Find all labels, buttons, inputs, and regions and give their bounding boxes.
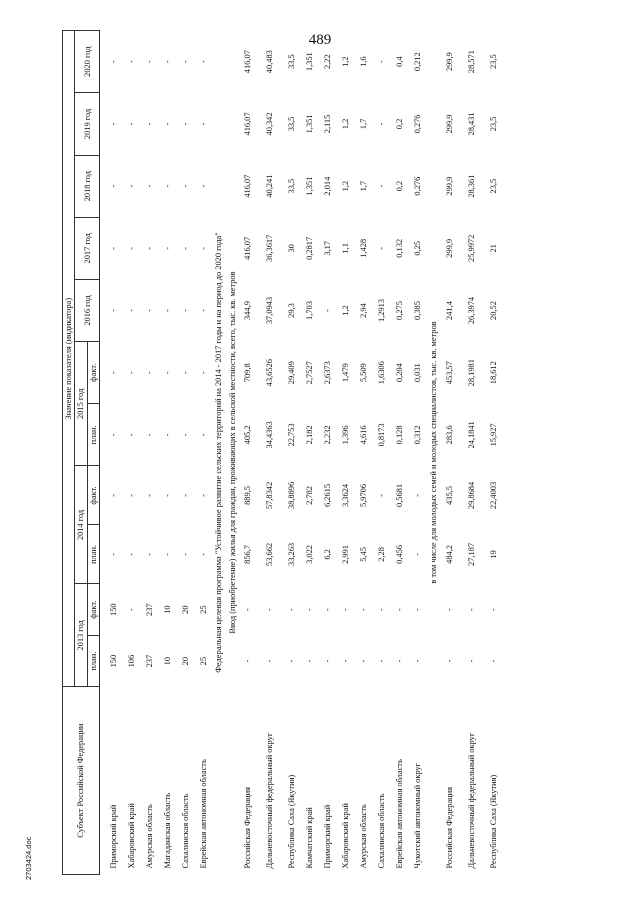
value-cell: - (377, 659, 387, 663)
value-cell: 33,5 (287, 116, 297, 132)
value-cell: 0,031 (413, 363, 423, 383)
value-cell: 0,275 (395, 301, 405, 320)
value-cell: 22,4003 (488, 481, 498, 510)
value-cell: 1,351 (305, 52, 315, 72)
value-cell: - (162, 184, 172, 188)
value-cell: 28,571 (466, 50, 476, 74)
header-year-2018: 2018 год (75, 155, 100, 217)
value-cell: - (180, 371, 190, 375)
value-cell: - (162, 433, 172, 437)
header-plan-2013: план. (87, 635, 99, 686)
value-cell: 299,9 (444, 114, 454, 134)
value-cell: - (108, 433, 118, 437)
value-cell: 30 (287, 244, 297, 253)
value-cell: 19 (488, 550, 498, 559)
value-cell: 0,2 (395, 118, 405, 130)
value-cell: 283,6 (444, 425, 454, 445)
value-cell: 0,456 (395, 545, 405, 564)
value-cell: 0,276 (413, 176, 423, 196)
table-row (158, 31, 176, 875)
region-name: Приморский край (108, 804, 118, 869)
value-cell: - (108, 371, 118, 375)
value-cell: 6,2615 (323, 483, 333, 507)
value-cell: - (162, 494, 172, 497)
value-cell: 38,8896 (287, 481, 297, 510)
value-cell: - (144, 246, 154, 250)
value-cell: 2,7527 (305, 361, 315, 385)
value-cell: 33,5 (287, 178, 297, 194)
region-name: Камчатский край (305, 807, 315, 869)
value-cell: - (126, 608, 136, 612)
value-cell: 416,07 (243, 236, 253, 260)
value-cell: 3,022 (305, 545, 315, 564)
value-cell: 25 (198, 605, 208, 614)
value-cell: - (341, 659, 351, 663)
value-cell: 15,927 (488, 423, 498, 447)
value-cell: 0,132 (395, 238, 405, 258)
value-cell: - (198, 309, 208, 312)
value-cell: - (144, 184, 154, 188)
value-cell: 26,3974 (466, 296, 476, 325)
value-cell: - (488, 659, 498, 663)
value-cell: - (377, 60, 387, 64)
value-cell: - (180, 122, 190, 126)
value-cell: - (144, 122, 154, 126)
region-name: Еврейская автономная область (198, 759, 208, 869)
value-cell: - (198, 184, 208, 188)
rotated-table-page (62, 30, 622, 875)
value-cell: 23,5 (488, 54, 498, 70)
value-cell: 4,616 (359, 425, 369, 445)
region-name: Сахалинская область (180, 793, 190, 869)
table-row (104, 31, 122, 875)
value-cell: - (180, 60, 190, 64)
value-cell: - (144, 60, 154, 64)
value-cell: 709,8 (243, 363, 253, 383)
table-row (409, 31, 427, 875)
header-plan-2015: план. (87, 404, 99, 466)
value-cell: 0,4 (395, 56, 405, 67)
value-cell: - (243, 608, 253, 612)
value-cell: 28,361 (466, 174, 476, 198)
value-cell: 484,2 (444, 545, 454, 564)
value-cell: - (180, 309, 190, 312)
header-year-2013: 2013 год (75, 584, 87, 687)
value-cell: 3,17 (323, 241, 333, 256)
table-row (239, 31, 257, 875)
value-cell: - (126, 246, 136, 250)
value-cell: - (359, 659, 369, 663)
header-year-2020: 2020 год (75, 31, 100, 93)
value-cell: 299,9 (444, 238, 454, 258)
header-subject: Субъект Российской Федерации (63, 687, 100, 875)
value-cell: - (323, 309, 333, 312)
value-cell: - (162, 122, 172, 126)
value-cell: 20,52 (488, 301, 498, 320)
value-cell: - (126, 122, 136, 126)
section-young-title: в том числе для молодых семей и молодых специалистов, тыс. кв. метров (429, 321, 439, 584)
value-cell: 0,8173 (377, 423, 387, 447)
value-cell: 2,991 (341, 545, 351, 564)
value-cell: 416,07 (243, 50, 253, 74)
table-row (319, 31, 337, 875)
value-cell: 1,351 (305, 114, 315, 134)
value-cell: 1,2 (341, 180, 351, 192)
header-fact-2013: факт. (87, 584, 99, 635)
value-cell: 241,4 (444, 301, 454, 320)
value-cell: 2,115 (323, 114, 333, 134)
value-cell: - (466, 608, 476, 612)
value-cell: - (108, 246, 118, 250)
region-name: Российская Федерация (444, 787, 454, 869)
value-cell: - (162, 246, 172, 250)
value-cell: 57,8342 (265, 481, 275, 510)
value-cell: 1,479 (341, 363, 351, 383)
value-cell: 237 (144, 654, 154, 668)
value-cell: 416,07 (243, 112, 253, 136)
value-cell: - (359, 608, 369, 612)
value-cell: - (144, 371, 154, 375)
value-cell: 1,703 (305, 301, 315, 320)
value-cell: 18,612 (488, 361, 498, 385)
value-cell: 2,014 (323, 176, 333, 196)
table-row (337, 31, 355, 875)
value-cell: - (180, 553, 190, 556)
value-cell: - (198, 494, 208, 497)
value-cell: - (413, 553, 423, 556)
value-cell: - (377, 184, 387, 188)
table-header (63, 31, 100, 875)
value-cell: 1,2 (341, 56, 351, 67)
value-cell: 344,9 (243, 301, 253, 320)
value-cell: 2,94 (359, 303, 369, 318)
table-row (440, 31, 458, 875)
value-cell: 1,428 (359, 238, 369, 258)
value-cell: 0,276 (413, 114, 423, 134)
value-cell: 28,431 (466, 112, 476, 136)
value-cell: - (198, 246, 208, 250)
region-name: Хабаровский край (126, 803, 136, 869)
region-name: Чукотский автономный округ (413, 762, 423, 869)
value-cell: - (144, 494, 154, 497)
value-cell: - (144, 309, 154, 312)
value-cell: 10 (162, 656, 172, 666)
value-cell: 299,9 (444, 52, 454, 72)
value-cell: - (162, 60, 172, 64)
value-cell: - (108, 494, 118, 497)
value-cell: 1,6306 (377, 361, 387, 385)
value-cell: - (126, 433, 136, 437)
value-cell: 6,2 (323, 549, 333, 560)
page-number: 489 (308, 32, 332, 48)
value-cell: 0,312 (413, 425, 423, 445)
value-cell: - (305, 659, 315, 663)
table-row (301, 31, 319, 875)
section-row (212, 31, 225, 875)
value-cell: 27,187 (466, 542, 476, 566)
value-cell: 29,8684 (466, 481, 476, 510)
value-cell: 856,7 (243, 545, 253, 564)
value-cell: - (162, 553, 172, 556)
value-cell: - (265, 659, 275, 663)
table-row (373, 31, 391, 875)
value-cell: 453,57 (444, 361, 454, 385)
value-cell: 1,1 (341, 243, 351, 254)
value-cell: - (323, 608, 333, 612)
value-cell: 299,9 (444, 176, 454, 196)
value-cell: 237 (144, 603, 154, 616)
document-code: 2703424.doc (24, 836, 33, 880)
region-name: Амурская область (359, 804, 369, 869)
value-cell: 33,5 (287, 54, 297, 70)
header-indicator-group: Значение показателя (индикатора) (63, 31, 75, 687)
table-row (194, 31, 212, 875)
value-cell: 1,2913 (377, 299, 387, 323)
value-cell: 40,483 (265, 50, 275, 74)
value-cell: 1,7 (359, 118, 369, 130)
value-cell: 0,25 (413, 241, 423, 256)
value-cell: 2,782 (305, 486, 315, 505)
value-cell: 435,5 (444, 486, 454, 505)
value-cell: 0,5681 (395, 483, 405, 507)
header-year-2017: 2017 год (75, 217, 100, 279)
table-row (257, 31, 283, 875)
table-row (176, 31, 194, 875)
value-cell: - (126, 371, 136, 375)
table-row (391, 31, 409, 875)
value-cell: - (377, 246, 387, 250)
value-cell: - (144, 553, 154, 556)
section-program-title: Федеральная целевая программа "Устойчивое развитие сельских территорий на 2014 - 2017 годы и на период до 2020 года" (214, 232, 224, 673)
value-cell: - (413, 608, 423, 612)
value-cell: 0,385 (413, 301, 423, 320)
value-cell: - (413, 494, 423, 497)
value-cell: 405,2 (243, 425, 253, 445)
value-cell: 1,6 (359, 56, 369, 67)
value-cell: 21 (488, 244, 498, 253)
value-cell: - (180, 246, 190, 250)
value-cell: 0,2817 (305, 236, 315, 260)
table-row (355, 31, 373, 875)
value-cell: - (108, 60, 118, 64)
value-cell: 2,232 (323, 425, 333, 445)
region-name: Республика Саха (Якутия) (287, 774, 297, 869)
value-cell: 2,6373 (323, 361, 333, 385)
table-row (140, 31, 158, 875)
value-cell: 20 (180, 605, 190, 614)
value-cell: 29,409 (287, 361, 297, 385)
section-row (226, 31, 239, 875)
value-cell: 20 (180, 656, 190, 666)
value-cell: 23,5 (488, 116, 498, 132)
value-cell: - (488, 608, 498, 612)
value-cell: - (126, 60, 136, 64)
value-cell: 25,9972 (466, 234, 476, 262)
value-cell: 1,2 (341, 118, 351, 130)
table-body (100, 31, 503, 875)
value-cell: 22,753 (287, 423, 297, 447)
header-year-2019: 2019 год (75, 93, 100, 155)
value-cell: - (126, 184, 136, 188)
region-name: Хабаровский край (341, 803, 351, 869)
value-cell: 29,3 (287, 303, 297, 318)
region-name: Сахалинская область (377, 793, 387, 869)
value-cell: - (180, 184, 190, 188)
table-row (458, 31, 484, 875)
value-cell: 53,662 (265, 542, 275, 566)
value-cell: 106 (126, 654, 136, 668)
value-cell: - (144, 433, 154, 437)
value-cell: 40,342 (265, 112, 275, 136)
value-cell: 150 (108, 654, 118, 668)
region-name: Амурская область (144, 804, 154, 869)
value-cell: - (466, 659, 476, 663)
region-name: Приморский край (323, 804, 333, 869)
value-cell: - (444, 659, 454, 663)
value-cell: 2,28 (377, 547, 387, 562)
value-cell: - (323, 659, 333, 663)
value-cell: 1,396 (341, 425, 351, 445)
value-cell: - (305, 608, 315, 612)
region-name: Еврейская автономная область (395, 759, 405, 869)
header-year-2016: 2016 год (75, 279, 100, 341)
value-cell: - (395, 659, 405, 663)
value-cell: 2,22 (323, 54, 333, 70)
value-cell: 24,1841 (466, 421, 476, 449)
value-cell: 34,4363 (265, 421, 275, 449)
table-row (283, 31, 301, 875)
value-cell: 3,3624 (341, 483, 351, 507)
value-cell: 0,204 (395, 363, 405, 383)
value-cell: 1,7 (359, 180, 369, 192)
value-cell: - (198, 553, 208, 556)
value-cell: 40,241 (265, 174, 275, 198)
section-housing-title: Ввод (приобретение) жилья для граждан, проживающих в сельской местности, всего, тыс. кв. метров (227, 271, 237, 634)
value-cell: - (108, 122, 118, 126)
value-cell: 0,128 (395, 425, 405, 445)
value-cell: 1,351 (305, 176, 315, 196)
value-cell: - (198, 371, 208, 375)
value-cell: 2,182 (305, 425, 315, 445)
region-name: Дальневосточный федеральный округ (466, 732, 476, 869)
value-cell: - (287, 659, 297, 663)
value-cell: 36,3617 (265, 234, 275, 262)
value-cell: 28,1981 (466, 359, 476, 387)
value-cell: 5,509 (359, 363, 369, 383)
value-cell: 0,212 (413, 52, 423, 72)
value-cell: - (444, 608, 454, 612)
value-cell: 416,07 (243, 174, 253, 198)
value-cell: - (243, 659, 253, 663)
value-cell: - (287, 608, 297, 612)
value-cell: - (126, 553, 136, 556)
value-cell: - (162, 371, 172, 375)
value-cell: 10 (162, 605, 172, 614)
region-name: Республика Саха (Якутия) (488, 774, 498, 869)
value-cell: - (198, 433, 208, 437)
value-cell: 5,45 (359, 547, 369, 562)
value-cell: 33,263 (287, 542, 297, 566)
value-cell: 25 (198, 656, 208, 666)
value-cell: 150 (108, 603, 118, 616)
value-cell: - (377, 608, 387, 612)
region-name: Российская Федерация (243, 787, 253, 869)
value-cell: - (198, 122, 208, 126)
value-cell: 1,2 (341, 305, 351, 316)
value-cell: - (126, 494, 136, 497)
header-year-2015: 2015 год (75, 342, 87, 466)
value-cell: - (198, 60, 208, 64)
value-cell: - (162, 309, 172, 312)
region-name: Магаданская область (162, 793, 172, 869)
header-plan-2014: план. (87, 525, 99, 584)
value-cell: 37,0943 (265, 296, 275, 325)
value-cell: - (413, 659, 423, 663)
value-cell: 43,6526 (265, 359, 275, 387)
header-fact-2014: факт. (87, 466, 99, 525)
value-cell: - (108, 553, 118, 556)
value-cell: - (377, 122, 387, 126)
table-row (122, 31, 140, 875)
value-cell: 23,5 (488, 178, 498, 194)
value-cell: - (377, 494, 387, 497)
value-cell: - (180, 433, 190, 437)
value-cell: 889,5 (243, 486, 253, 505)
value-cell: - (126, 309, 136, 312)
value-cell: - (265, 608, 275, 612)
value-cell: - (108, 184, 118, 188)
header-fact-2015: факт. (87, 342, 99, 404)
value-cell: - (341, 608, 351, 612)
table-row (484, 31, 502, 875)
header-year-2014: 2014 год (75, 466, 87, 584)
value-cell: 0,2 (395, 180, 405, 192)
value-cell: 5,9706 (359, 483, 369, 507)
region-name: Дальневосточный федеральный округ (265, 732, 275, 869)
section-row (427, 31, 440, 875)
value-cell: - (395, 608, 405, 612)
value-cell: - (180, 494, 190, 497)
value-cell: - (108, 309, 118, 312)
indicator-table (62, 30, 502, 875)
